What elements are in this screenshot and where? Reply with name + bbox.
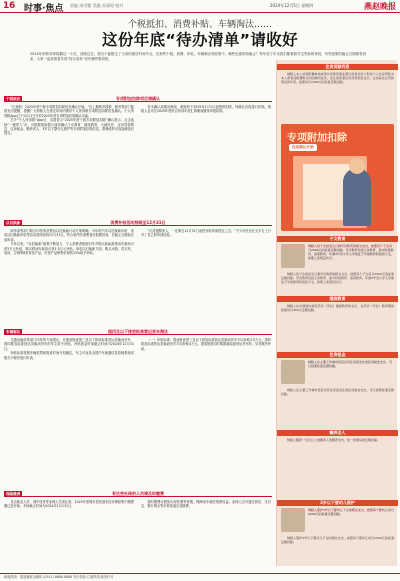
sidebar-header: 住房贷款利息 — [277, 64, 398, 70]
sidebar-text: 纳税人的子女接受全日制学历教育的相关支出，按照每个子女每月2000元的标准定额扣除。学历教育包括义务教育、高中阶段教育、高等教育。年满3岁至小学入学前处于学前教育阶段的子女，按照上述规定执行。 — [308, 244, 394, 260]
section-title: 消费补贴活动持续至12月31日 — [110, 220, 166, 225]
sidebar-header: 住房租金 — [277, 352, 398, 358]
sidebar-header: 子女教育 — [277, 236, 398, 242]
sidebar-text: 纳税人赡养一位及以上被赡养人的赡养支出，统一按照标准定额扣除。 — [287, 438, 381, 442]
sidebar-text: 纳税人照护3岁以下婴幼儿子女的相关支出，按照每个婴幼儿每月2000元的标准定额扣除。 — [308, 508, 394, 516]
sidebar-profile — [281, 360, 394, 384]
article-column — [4, 500, 134, 570]
section-tag: 以旧换新 — [6, 221, 21, 225]
promo-title: 专项附加扣除 — [287, 133, 347, 144]
section-header-tax — [4, 96, 272, 102]
sidebar-text: 纳税人照护3岁以下婴幼儿子女的相关支出，按照每个婴幼儿每月2000元的标准定额扣除。 — [281, 536, 394, 545]
sidebar-header: 3岁以下婴幼儿照护 — [277, 500, 398, 506]
article-column — [4, 105, 134, 217]
paragraph: “记得提醒家人，一定要在12月31日前把补贴申请提交上去。”不少市民在社交平台上分享了自己的申请经验。 — [141, 229, 271, 238]
person-illustration-icon — [343, 168, 371, 226]
section-title: 国四及以下排放标准营运货车淘汰 — [108, 329, 168, 334]
baby-photo-icon — [281, 508, 305, 532]
lede-paragraph: 2024年的账单即将翻过一个页，回顾过往，我们不能错过了当前的最后时间节点。在那些个税、消费、补贴、车辆淘汰等政策中，哪些优惠即将截止？每年到了年末我们都要面对这些新的规则，有些政策的截止日期即将到来，大家一起来看看年底“待办清单”里有哪些事项吧。 — [30, 52, 366, 61]
section-tag: 车辆淘汰 — [6, 330, 21, 334]
article-column — [141, 338, 271, 468]
article-column — [4, 338, 134, 468]
editor-credits: 责编 汤学勤 美编 苏丽琼 校对 — [70, 3, 124, 8]
section-tag: 保险缴费 — [6, 492, 21, 496]
section-title: 专项附加扣除项目请确认 — [116, 96, 160, 101]
masthead — [0, 0, 400, 13]
sidebar-profile — [281, 508, 394, 532]
paragraph: （一）补贴标准：提前报废国三及以下排放标准营运类柴油货车平均补贴3.5万元；国四排放标准营运类柴油货车平均补贴4万元。提前报废同时购置新能源营运货车的，另有额外补贴。 — [141, 338, 271, 351]
article-column — [141, 105, 271, 217]
promo-illustration — [281, 124, 394, 231]
article-column — [141, 229, 271, 327]
issue-date: 2024年12月5日 星期四 — [270, 3, 314, 8]
section-title: 时事·焦点 — [24, 4, 64, 14]
paragraph: 补贴标准按照车辆类型和报废时间分档确定，车主可登录全国汽车流通信息管理系统或相关小程序进行申请。 — [4, 351, 134, 360]
paragraph: “注意啦！2025年度个税专项附加扣除信息确认开始。”近上期我市国税、税务等部门陆续发出提醒，提醒广大纳税人在规定时间内做好个人所得税专项附加扣除信息确认。个人所得税App已于12月1日开放2025年度专项附加扣除确认功能。 — [4, 105, 134, 118]
house-photo-icon — [281, 360, 305, 384]
person-head-icon — [349, 158, 365, 174]
section-title: 有这些社保的人员请及时缴费 — [112, 491, 164, 496]
paragraph: 若未确认或做出修改，系统将于2025年1月1日起暂停扣除，待确认后再进行扣除。纳税人也可在2025年度综合所得年度汇算期间继续申报扣除。 — [141, 105, 271, 114]
sidebar-text: 纳税人在主要工作城市没有自有住房而发生的住房租金支出，可以按照标准定额扣除。 — [308, 360, 393, 368]
paragraph: 按时缴费可避免出现待遇等待期，保障来年就医报销权益。参保人员可通过微信、支付宝、银行网点等多种渠道完成缴费。 — [141, 500, 271, 509]
sidebar-text: 纳税人在中国境内接受学历（学位）继续教育的支出，在学历（学位）教育期间按照每月400元定额扣除。 — [281, 304, 394, 313]
sidebar-text: 纳税人的子女接受全日制学历教育的相关支出，按照每个子女每月2000元的标准定额扣除。学历教育包括义务教育、高中阶段教育、高等教育。年满3岁至小学入学前处于学前教育阶段的子女，按照上述规定执行。 — [281, 272, 394, 285]
paragraph: 打开“个人所得税”App后，页面显示“2025年度个税专项附加扣除”确认提示，点击选择“一键带入”后，可根据系统提示逐项确认子女教育、继续教育、大病医疗、住房贷款利息、住房租金、赡养老人、3岁以下婴幼儿照护等专项附加扣除信息，需修改的可直接修改后提交。 — [4, 118, 134, 136]
kicker: 个税抵扣、消费补贴、车辆淘汰…… — [127, 20, 272, 30]
child-photo-icon — [281, 244, 305, 268]
section-tag: 个税抵扣 — [6, 97, 21, 101]
paragraph: 灵活就业人员、城乡居民等参保人员请注意，2025年度城乡居民基本医疗保险集中缴费期已经开始，多地截止时间为2024年12月31日。 — [4, 500, 134, 509]
paragraph: 交通运输部等部门印发的方案提出，对提前报废国三及以下排放标准营运类柴油货车、国四排放标准营运类柴油货车的车主给予补贴，补贴资金申请截止时间为2024年12月31日。 — [4, 338, 134, 351]
sidebar-profile — [281, 244, 394, 268]
paragraph: 今年以来，“以旧换新”政策不断加力，个人消费者报废旧车并购买新能源乘用车最高可获2万元补贴，购买燃油车最高可获1.5万元补贴。家电以旧换新方面，购买冰箱、洗衣机、电视、空调等8类家电产品，可按产品销售价格的15%给予补贴。 — [4, 242, 134, 256]
section-header-vehicle — [4, 329, 272, 335]
section-header-tradein — [4, 220, 272, 226]
sidebar-text: 纳税人本人或者配偶单独或者共同使用商业银行或者住房公积金个人住房贷款为本人或者其配偶购买中国境内住房，发生的首套住房贷款利息支出，在实际发生贷款利息的年度，按照每月1000元的标准定额扣除。 — [281, 72, 394, 85]
headline: 这份年底“待办清单”请收好 — [101, 31, 299, 49]
newspaper-logo: 燕赵晚报 — [364, 1, 396, 11]
footer: 新闻热线：燕赵晚报全媒体 (0311) 8888 8888 发行热线 订阅热线 邮发代号 — [0, 573, 400, 581]
article-column — [4, 229, 134, 327]
sidebar-header: 继续教育 — [277, 296, 398, 302]
page-number: 16 — [3, 1, 15, 11]
sidebar-text: 纳税人在主要工作城市没有自有住房而发生的住房租金支出，可以按照标准定额扣除。 — [281, 388, 394, 397]
promo-subtitle: 信息确认开始 — [289, 144, 317, 151]
sidebar-deductions — [276, 60, 397, 566]
paragraph: 商务部等部门联合印发的消费品以旧换新行动方案明确，今年的汽车以旧换新补贴、家电以旧换新补贴等活动将持续到12月31日。符合条件的消费者应抓紧时间，在截止日期前完成申请。 — [4, 229, 134, 242]
sidebar-header: 赡养老人 — [277, 430, 398, 436]
article-column — [141, 500, 271, 570]
section-header-insurance — [4, 491, 272, 497]
